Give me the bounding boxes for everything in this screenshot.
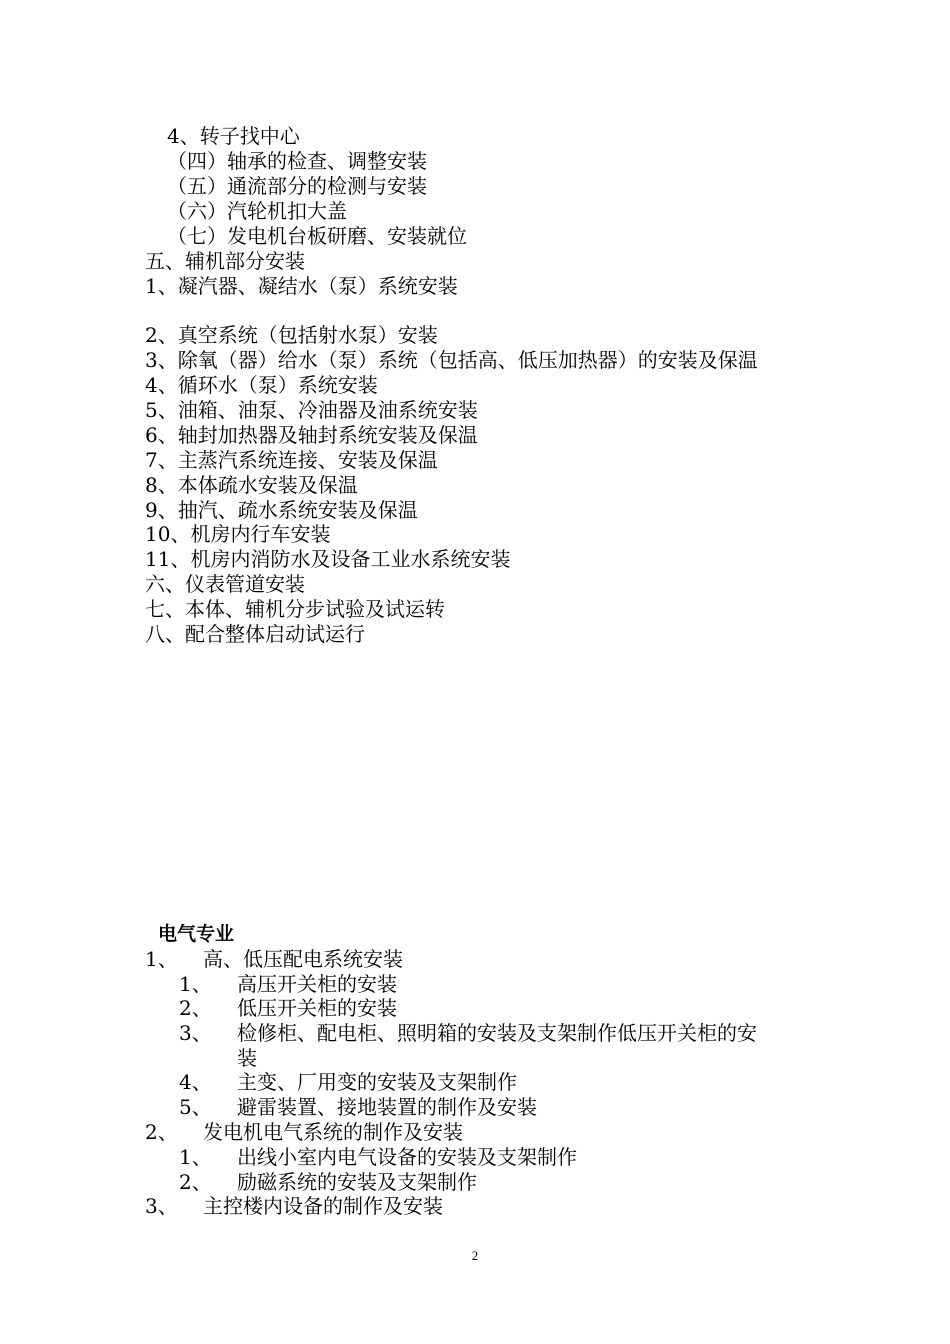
item-number: 3、 (145, 1194, 178, 1218)
item-text: 主控楼内设备的制作及安装 (203, 1194, 443, 1218)
list-item: 五、辅机部分安装 (145, 249, 305, 273)
list-item: 5、油箱、油泵、冷油器及油系统安装 (145, 398, 478, 422)
item-text: 检修柜、配电柜、照明箱的安装及支架制作低压开关柜的安 (237, 1021, 757, 1045)
list-item (145, 947, 403, 972)
list-item: 3、除氧（器）给水（泵）系统（包括高、低压加热器）的安装及保温 (145, 348, 758, 372)
list-item: 8、本体疏水安装及保温 (145, 473, 358, 497)
list-item: 七、本体、辅机分步试验及试运转 (145, 597, 445, 621)
list-item: （四）轴承的检查、调整安装 (167, 149, 427, 173)
item-number: 1、 (179, 1145, 212, 1169)
list-item (145, 1194, 443, 1219)
list-item (179, 1095, 537, 1120)
list-item: 6、轴封加热器及轴封系统安装及保温 (145, 423, 478, 447)
list-item (179, 1170, 477, 1195)
list-item: 10、机房内行车安装 (145, 522, 331, 546)
list-item: 1、凝汽器、凝结水（泵）系统安装 (145, 274, 458, 298)
list-item (179, 1145, 577, 1170)
item-number: 1、 (145, 947, 178, 971)
list-item (145, 1120, 463, 1145)
item-text: 主变、厂用变的安装及支架制作 (237, 1070, 517, 1094)
item-number: 3、 (179, 1021, 212, 1045)
list-item: 7、主蒸汽系统连接、安装及保温 (145, 448, 438, 472)
list-item (179, 1021, 757, 1046)
item-number: 5、 (179, 1095, 212, 1119)
item-text: 出线小室内电气设备的安装及支架制作 (237, 1145, 577, 1169)
list-item: 八、配合整体启动试运行 (145, 622, 365, 646)
section-heading: 电气专业 (158, 923, 235, 945)
list-item: 4、转子找中心 (167, 124, 300, 148)
item-text: 发电机电气系统的制作及安装 (203, 1120, 463, 1144)
list-item (179, 996, 397, 1021)
list-item (179, 1046, 257, 1071)
list-item: 2、真空系统（包括射水泵）安装 (145, 323, 438, 347)
list-item: 4、循环水（泵）系统安装 (145, 373, 378, 397)
item-text: 励磁系统的安装及支架制作 (237, 1170, 477, 1194)
item-number: 2、 (179, 1170, 212, 1194)
item-number: 2、 (179, 996, 212, 1020)
item-text: 高、低压配电系统安装 (203, 947, 403, 971)
list-item: 11、机房内消防水及设备工业水系统安装 (145, 547, 511, 571)
item-number: 2、 (145, 1120, 178, 1144)
list-item: 六、仪表管道安装 (145, 572, 305, 596)
list-item: （七）发电机台板研磨、安装就位 (167, 224, 467, 248)
page-number: 2 (471, 1248, 479, 1263)
list-item: （五）通流部分的检测与安装 (167, 174, 427, 198)
item-number: 4、 (179, 1070, 212, 1094)
list-item: 9、抽汽、疏水系统安装及保温 (145, 498, 418, 522)
item-text: 高压开关柜的安装 (237, 972, 397, 996)
list-item: （六）汽轮机扣大盖 (167, 199, 347, 223)
item-text: 装 (237, 1046, 257, 1070)
item-number: 1、 (179, 972, 212, 996)
item-text: 避雷装置、接地装置的制作及安装 (237, 1095, 537, 1119)
list-item (179, 1070, 517, 1095)
list-item (179, 972, 397, 997)
item-text: 低压开关柜的安装 (237, 996, 397, 1020)
